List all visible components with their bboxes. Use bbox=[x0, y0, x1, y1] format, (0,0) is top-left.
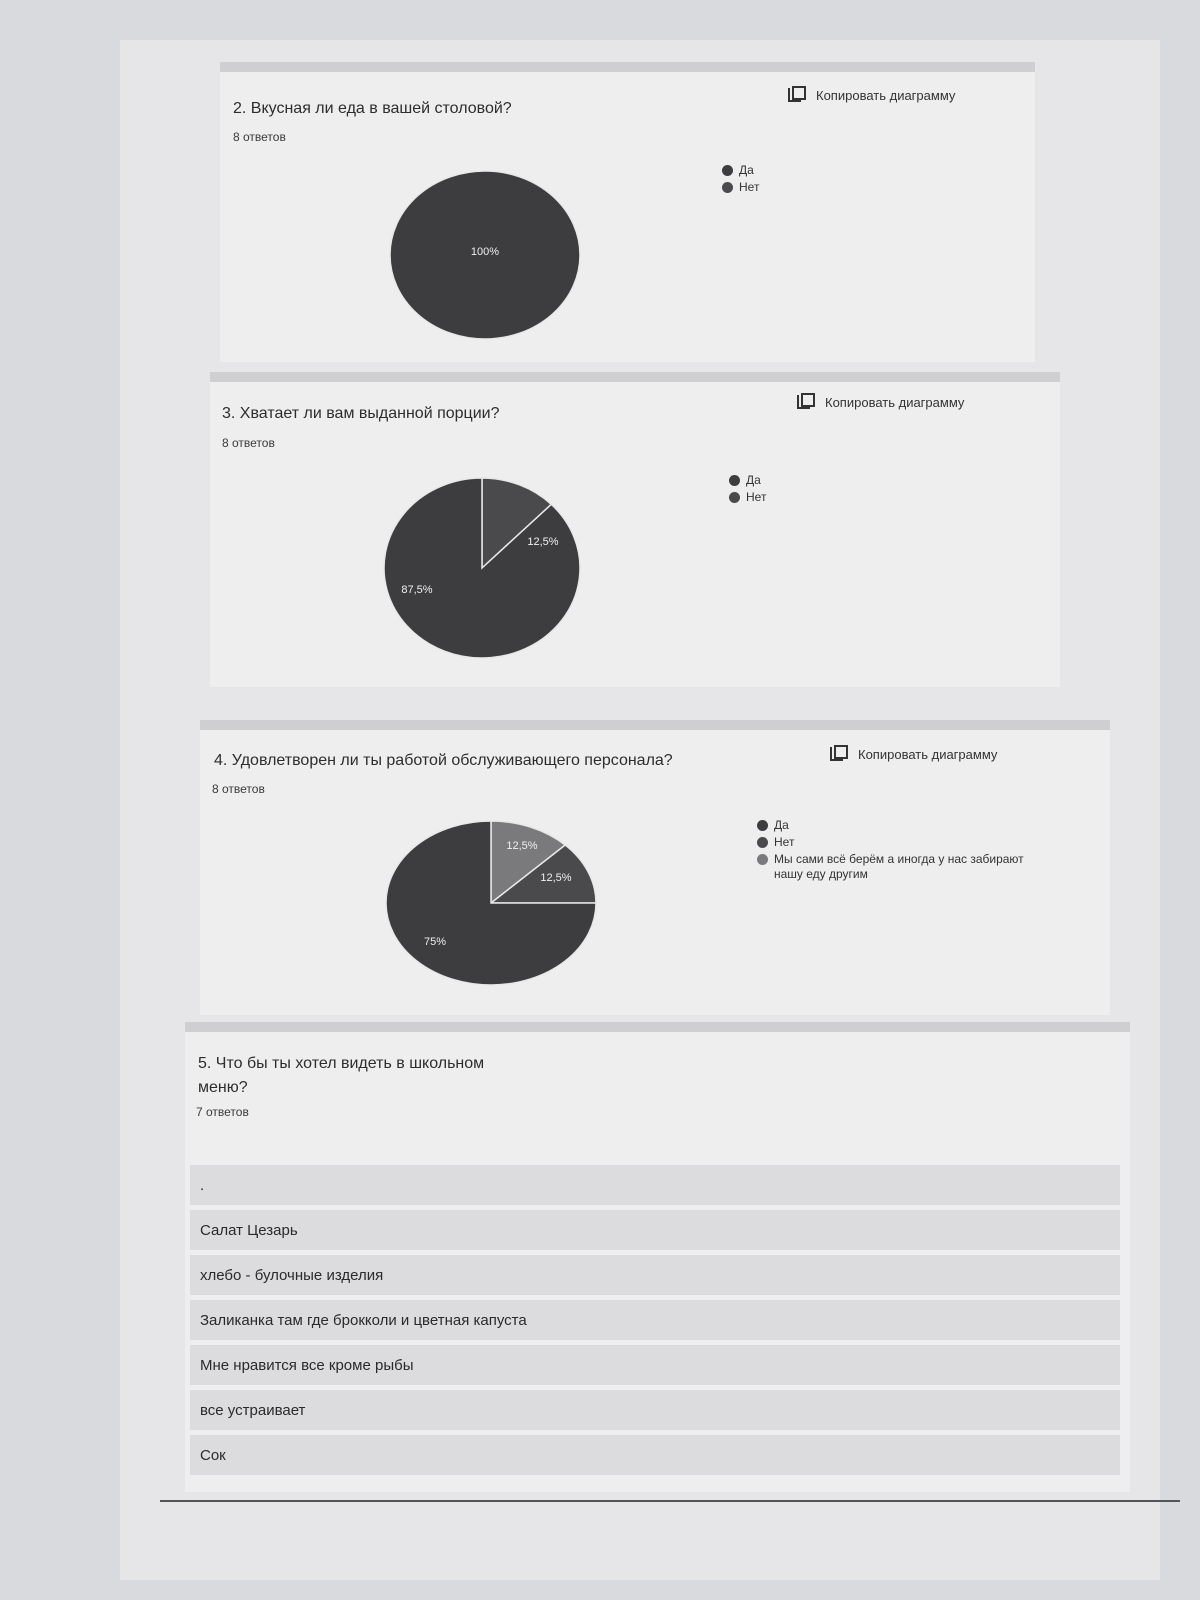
question-title: 2. Вкусная ли еда в вашей столовой? bbox=[233, 100, 512, 117]
answer-item: . bbox=[190, 1165, 1120, 1205]
response-count: 8 ответов bbox=[212, 782, 265, 796]
legend-swatch bbox=[757, 854, 768, 865]
pie-data-label: 87,5% bbox=[401, 584, 433, 596]
answer-item: Сок bbox=[190, 1435, 1120, 1475]
chart-legend bbox=[722, 163, 759, 197]
pie-chart-q2 bbox=[380, 165, 590, 345]
response-count: 7 ответов bbox=[196, 1105, 249, 1119]
copy-icon bbox=[797, 393, 815, 411]
pie-chart-q4 bbox=[380, 815, 605, 995]
copy-icon bbox=[830, 745, 848, 763]
pie-data-label: 12,5% bbox=[540, 872, 572, 884]
pie-chart-q3 bbox=[375, 473, 590, 668]
bottom-divider bbox=[160, 1500, 1180, 1502]
pie-data-label: 75% bbox=[423, 936, 447, 948]
pie-slice-yes bbox=[384, 478, 580, 658]
legend-item-yes: Да bbox=[722, 163, 759, 178]
answer-item: Мне нравится все кроме рыбы bbox=[190, 1345, 1120, 1385]
copy-chart-button[interactable] bbox=[788, 86, 955, 104]
copy-chart-label: Копировать диаграмму bbox=[825, 394, 965, 410]
response-count: 8 ответов bbox=[233, 130, 286, 144]
legend-item-yes: Да bbox=[757, 818, 1037, 833]
copy-icon bbox=[788, 86, 806, 104]
answer-item: Салат Цезарь bbox=[190, 1210, 1120, 1250]
legend-item-no: Нет bbox=[729, 490, 766, 505]
question-title: 4. Удовлетворен ли ты работой обслуживающего персонала? bbox=[214, 752, 673, 769]
legend-item-yes: Да bbox=[729, 473, 766, 488]
legend-swatch bbox=[757, 820, 768, 831]
copy-chart-label: Копировать диаграмму bbox=[858, 746, 998, 762]
legend-item-no: Нет bbox=[722, 180, 759, 195]
legend-swatch bbox=[722, 182, 733, 193]
legend-item-no: Нет bbox=[757, 835, 1037, 850]
response-count: 8 ответов bbox=[222, 436, 275, 450]
legend-item-other: Мы сами всё берём а иногда у нас забирают нашу еду другим bbox=[757, 852, 1037, 882]
legend-swatch bbox=[729, 492, 740, 503]
answer-item: все устраивает bbox=[190, 1390, 1120, 1430]
copy-chart-button[interactable] bbox=[797, 393, 964, 411]
pie-data-label: 100% bbox=[470, 246, 500, 258]
answer-item: хлебо - булочные изделия bbox=[190, 1255, 1120, 1295]
copy-chart-label: Копировать диаграмму bbox=[816, 87, 956, 103]
pie-data-label: 12,5% bbox=[506, 840, 538, 852]
answer-item: Заликанка там где брокколи и цветная капуста bbox=[190, 1300, 1120, 1340]
pie-data-label: 12,5% bbox=[527, 536, 559, 548]
legend-swatch bbox=[722, 165, 733, 176]
legend-swatch bbox=[757, 837, 768, 848]
question-title: 3. Хватает ли вам выданной порции? bbox=[222, 405, 500, 422]
chart-legend bbox=[757, 818, 1037, 884]
legend-swatch bbox=[729, 475, 740, 486]
question-title bbox=[198, 1052, 484, 1100]
copy-chart-button[interactable] bbox=[830, 745, 997, 763]
chart-legend bbox=[729, 473, 766, 507]
answer-list bbox=[190, 1165, 1120, 1480]
question-title-line1: 5. Что бы ты хотел видеть в школьном bbox=[198, 1055, 485, 1072]
question-title-line2: меню? bbox=[198, 1079, 248, 1096]
